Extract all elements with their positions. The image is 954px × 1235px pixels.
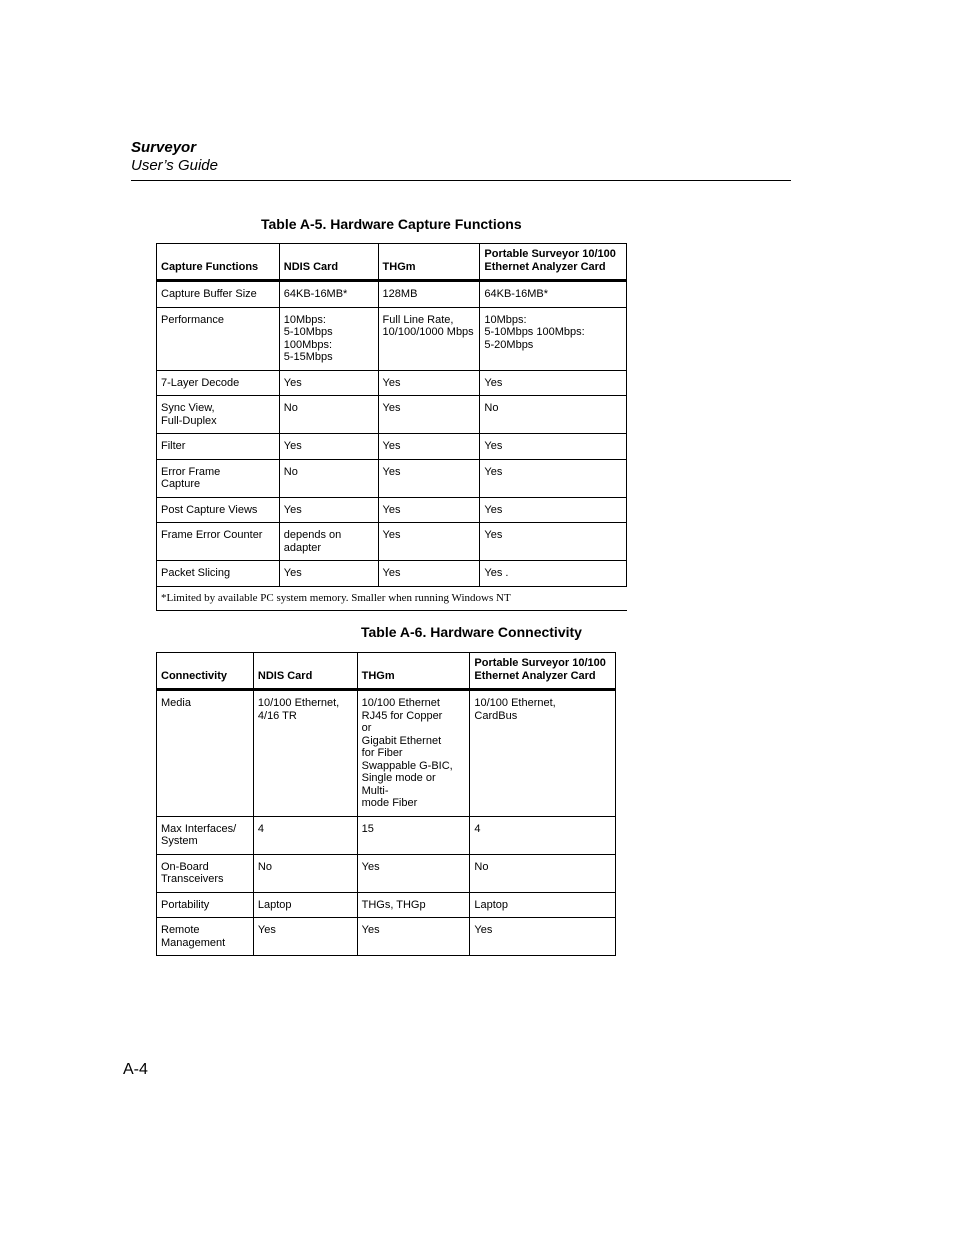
table-cell: Frame Error Counter xyxy=(157,523,280,561)
column-header: THGm xyxy=(378,244,480,281)
column-header: THGm xyxy=(357,653,470,690)
table-cell: Sync View, Full-Duplex xyxy=(157,396,280,434)
table-cell: Yes xyxy=(378,434,480,460)
table-cell: Laptop xyxy=(470,892,616,918)
table-row xyxy=(157,561,627,587)
column-header: NDIS Card xyxy=(279,244,378,281)
table-row xyxy=(157,854,616,892)
table-header-row xyxy=(157,244,627,281)
table-a5-caption: Table A-5. Hardware Capture Functions xyxy=(261,216,522,232)
table-row xyxy=(157,690,616,817)
table-cell: Yes . xyxy=(480,561,627,587)
column-header: Capture Functions xyxy=(157,244,280,281)
hardware-connectivity-table xyxy=(156,652,616,956)
table-cell: Full Line Rate, 10/100/1000 Mbps xyxy=(378,307,480,370)
table-cell: Post Capture Views xyxy=(157,497,280,523)
header-subtitle: User’s Guide xyxy=(131,157,218,174)
table-cell: Media xyxy=(157,690,254,817)
table-cell: Laptop xyxy=(253,892,357,918)
table-cell: Yes xyxy=(480,370,627,396)
table-cell: Packet Slicing xyxy=(157,561,280,587)
table-cell: 64KB-16MB* xyxy=(279,281,378,308)
header-title: Surveyor xyxy=(131,139,197,156)
header-rule xyxy=(131,180,791,181)
table-cell: 4 xyxy=(253,816,357,854)
column-header: NDIS Card xyxy=(253,653,357,690)
table-cell: Yes xyxy=(357,918,470,956)
table-cell: 10/100 Ethernet, CardBus xyxy=(470,690,616,817)
table-cell: No xyxy=(480,396,627,434)
table-cell: 10/100 Ethernet RJ45 for Copper or Gigabit Ethernet for Fiber Swappable G-BIC, Single mode or Multi- mode Fiber xyxy=(357,690,470,817)
table-cell: No xyxy=(279,459,378,497)
table-footnote-row xyxy=(157,586,627,611)
table-row xyxy=(157,281,627,308)
table-cell: Yes xyxy=(470,918,616,956)
table-row xyxy=(157,918,616,956)
table-cell: Yes xyxy=(480,434,627,460)
table-a6-caption: Table A-6. Hardware Connectivity xyxy=(361,624,582,640)
table-cell: Yes xyxy=(357,854,470,892)
table-cell: No xyxy=(470,854,616,892)
hardware-capture-functions-table xyxy=(156,243,627,611)
table-row xyxy=(157,307,627,370)
table-footnote: *Limited by available PC system memory. Smaller when running Windows NT xyxy=(157,586,627,611)
table-cell: 10Mbps: 5-10Mbps 100Mbps: 5-15Mbps xyxy=(279,307,378,370)
table-cell: Yes xyxy=(378,370,480,396)
table-row xyxy=(157,816,616,854)
table-cell: Performance xyxy=(157,307,280,370)
table-row xyxy=(157,370,627,396)
table-row xyxy=(157,434,627,460)
table-cell: 64KB-16MB* xyxy=(480,281,627,308)
table-cell: Filter xyxy=(157,434,280,460)
table-cell: Yes xyxy=(279,370,378,396)
table-cell: Portability xyxy=(157,892,254,918)
table-row xyxy=(157,892,616,918)
table-cell: 7-Layer Decode xyxy=(157,370,280,396)
table-cell: Yes xyxy=(378,523,480,561)
column-header: Connectivity xyxy=(157,653,254,690)
table-cell: 15 xyxy=(357,816,470,854)
table-cell: 10Mbps: 5-10Mbps 100Mbps: 5-20Mbps xyxy=(480,307,627,370)
table-cell: Yes xyxy=(279,561,378,587)
table-cell: Capture Buffer Size xyxy=(157,281,280,308)
page-number: A-4 xyxy=(123,1061,148,1078)
table-cell: Yes xyxy=(378,459,480,497)
table-cell: Yes xyxy=(279,434,378,460)
table-cell: Max Interfaces/ System xyxy=(157,816,254,854)
table-header-row xyxy=(157,653,616,690)
table-cell: Yes xyxy=(378,561,480,587)
table-cell: 4 xyxy=(470,816,616,854)
table-cell: THGs, THGp xyxy=(357,892,470,918)
table-cell: 128MB xyxy=(378,281,480,308)
table-cell: Remote Management xyxy=(157,918,254,956)
table-cell: Yes xyxy=(480,497,627,523)
table-cell: No xyxy=(279,396,378,434)
table-cell: 10/100 Ethernet, 4/16 TR xyxy=(253,690,357,817)
table-cell: Yes xyxy=(480,459,627,497)
table-cell: depends on adapter xyxy=(279,523,378,561)
table-cell: Yes xyxy=(378,497,480,523)
table-row xyxy=(157,523,627,561)
table-cell: Error Frame Capture xyxy=(157,459,280,497)
table-cell: On-Board Transceivers xyxy=(157,854,254,892)
column-header: Portable Surveyor 10/100 Ethernet Analyzer Card xyxy=(480,244,627,281)
table-row xyxy=(157,396,627,434)
table-cell: Yes xyxy=(378,396,480,434)
column-header: Portable Surveyor 10/100 Ethernet Analyzer Card xyxy=(470,653,616,690)
table-cell: No xyxy=(253,854,357,892)
table-row xyxy=(157,459,627,497)
table-row xyxy=(157,497,627,523)
table-cell: Yes xyxy=(253,918,357,956)
running-header xyxy=(131,139,791,175)
table-cell: Yes xyxy=(480,523,627,561)
table-cell: Yes xyxy=(279,497,378,523)
